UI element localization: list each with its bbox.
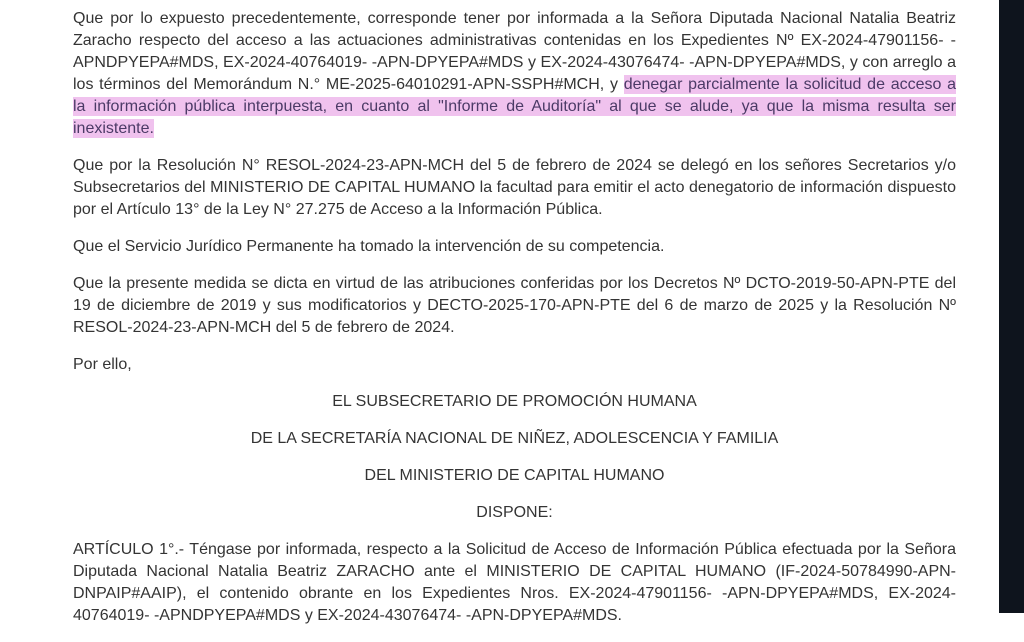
heading-dispone: DISPONE: bbox=[476, 504, 553, 521]
paragraph-text: Que por lo expuesto precedentemente, corresponde tener por informada a la Señora Diputada Nacional Natalia Beatriz Zaracho respecto del acceso a las actuaciones administrativas contenidas en los Expedientes Nº EX-2024-47901156- -APNDPYEPA#MDS, EX-2024-40764019- -APN-DPYEPA#MDS y EX-2024-43076474- -APN-DPYEPA#MDS, y con arreglo a los términos del Memorándum N.° ME-2025-64010291-APN-SSPH#MCH, y bbox=[73, 10, 956, 93]
paragraph-por-ello: Por ello, bbox=[73, 356, 132, 373]
paragraph-articulo-1: ARTÍCULO 1°.- Téngase por informada, respecto a la Solicitud de Acceso de Información Pública efectuada por la Señora Diputada Nacional Natalia Beatriz ZARACHO ante el MINISTERIO DE CAPITAL HUMANO (IF-2024-50784990-APN-DNPAIP#AAIP), el contenido obrante en los Expedientes Nros. EX-2024-47901156- -APN-DPYEPA#MDS, EX-2024-40764019- -APNDPYEPA#MDS y EX-2024-43076474- -APN-DPYEPA#MDS. bbox=[73, 541, 956, 624]
heading-subsecretario: EL SUBSECRETARIO DE PROMOCIÓN HUMANA bbox=[332, 393, 697, 410]
paragraph-atribuciones-decretos: Que la presente medida se dicta en virtud de las atribuciones conferidas por los Decretos Nº DCTO-2019-50-APN-PTE del 19 de diciembre de 2019 y sus modificatorios y DECTO-2025-170-APN-PTE del 6 de marzo de 2025 y la Resolución Nº RESOL-2024-23-APN-MCH del 5 de febrero de 2024. bbox=[73, 275, 956, 336]
window-edge-bar bbox=[999, 0, 1024, 613]
heading-secretaria-ninez: DE LA SECRETARÍA NACIONAL DE NIÑEZ, ADOLESCENCIA Y FAMILIA bbox=[250, 430, 779, 447]
document-body bbox=[73, 8, 956, 642]
paragraph-considerando-informada bbox=[73, 8, 956, 140]
paragraph-resolucion-delegacion: Que por la Resolución N° RESOL-2024-23-APN-MCH del 5 de febrero de 2024 se delegó en los señores Secretarios y/o Subsecretarios del MINISTERIO DE CAPITAL HUMANO la facultad para emitir el acto denegatorio de información dispuesto por el Artículo 13° de la Ley N° 27.275 de Acceso a la Información Pública. bbox=[73, 157, 956, 218]
paragraph-servicio-juridico: Que el Servicio Jurídico Permanente ha tomado la intervención de su competencia. bbox=[73, 238, 665, 255]
highlighted-text-denegar-parcialmente: denegar parcialmente la solicitud de acceso a la información pública interpuesta, en cuanto al "Informe de Auditoría" al que se alude, ya que la misma resulta ser inexistente. bbox=[73, 76, 957, 137]
heading-ministerio-capital-humano: DEL MINISTERIO DE CAPITAL HUMANO bbox=[364, 467, 665, 484]
